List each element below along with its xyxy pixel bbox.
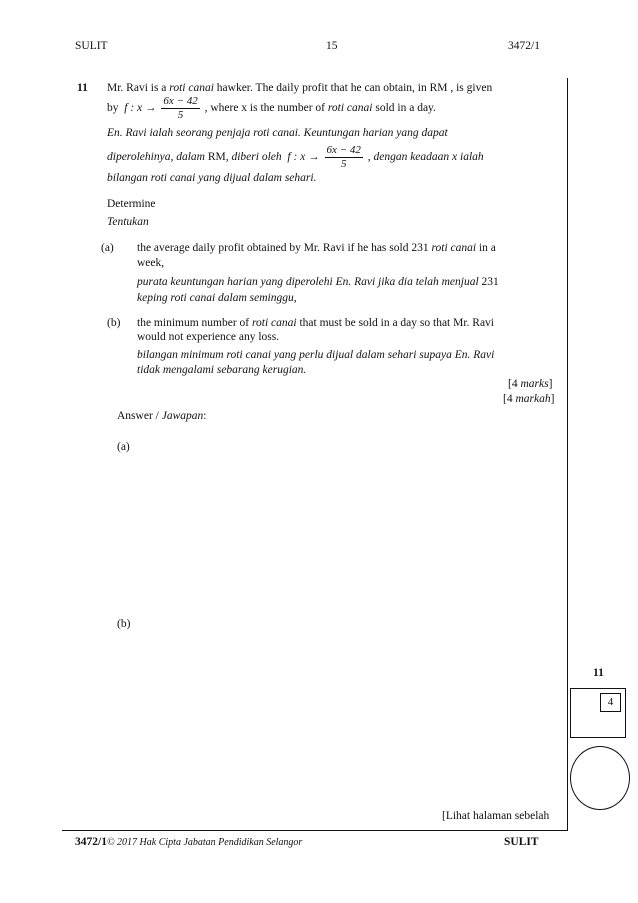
footer-left: 3472/1© 2017 Hak Cipta Jabatan Pendidikan Selangor	[75, 836, 303, 848]
part-a-ms-line2: keping roti canai dalam seminggu,	[137, 292, 297, 304]
question-ms-line3: bilangan roti canai yang dijual dalam sehari.	[107, 172, 317, 184]
part-b-en-line2: would not experience any loss.	[137, 331, 280, 343]
marks-ms: [4 markah]	[503, 393, 555, 405]
part-b-ms-line2: tidak mengalami sebarang kerugian.	[137, 364, 307, 376]
part-b-label: (b)	[107, 317, 121, 329]
footer-sulit: SULIT	[504, 836, 539, 848]
marks-value-box: 4	[600, 693, 621, 712]
determine-en: Determine	[107, 198, 156, 210]
footer-rule	[62, 830, 568, 831]
determine-ms: Tentukan	[107, 216, 149, 228]
answer-label: Answer / Jawapan:	[117, 410, 207, 422]
header-paper-code: 3472/1	[508, 40, 540, 52]
answer-part-b: (b)	[117, 618, 131, 630]
marks-box	[570, 688, 626, 738]
answer-part-a: (a)	[117, 441, 130, 453]
question-ms-line1: En. Ravi ialah seorang penjaja roti canai. Keuntungan harian yang dapat	[107, 127, 448, 139]
page-number: 15	[326, 40, 338, 52]
part-b-en-line1: the minimum number of roti canai that must be sold in a day so that Mr. Ravi	[137, 317, 495, 329]
margin-rule	[567, 78, 568, 831]
part-b-ms-line1: bilangan minimum roti canai yang perlu dijual dalam sehari supaya En. Ravi	[137, 349, 495, 361]
part-a-ms-line1: purata keuntungan harian yang diperolehi En. Ravi jika dia telah menjual 231	[137, 276, 499, 288]
part-a-en-line1: the average daily profit obtained by Mr. Ravi if he has sold 231 roti canai in a	[137, 242, 496, 254]
question-en-line1: Mr. Ravi is a roti canai hawker. The daily profit that he can obtain, in RM , is given	[107, 82, 493, 94]
part-a-label: (a)	[101, 242, 114, 254]
next-page-note: [Lihat halaman sebelah	[442, 810, 550, 822]
part-a-en-line2: week,	[137, 257, 165, 269]
margin-question-number: 11	[593, 667, 604, 679]
question-en-line2: by f : x → $\frac{6x - 42}{5}$ , where x is the number of roti canai sold in a day.	[107, 95, 436, 121]
question-number: 11	[77, 82, 88, 94]
question-ms-line2: diperolehinya, dalam RM, diberi oleh f : x → $\frac{6x - 42}{5}$ , dengan keadaan x ialah	[107, 144, 484, 170]
function-fraction: $\frac{6x - 42}{5}$	[163, 95, 198, 121]
header-sulit: SULIT	[75, 40, 108, 52]
marks-en: [4 marks]	[508, 378, 553, 390]
score-circle	[570, 746, 630, 810]
